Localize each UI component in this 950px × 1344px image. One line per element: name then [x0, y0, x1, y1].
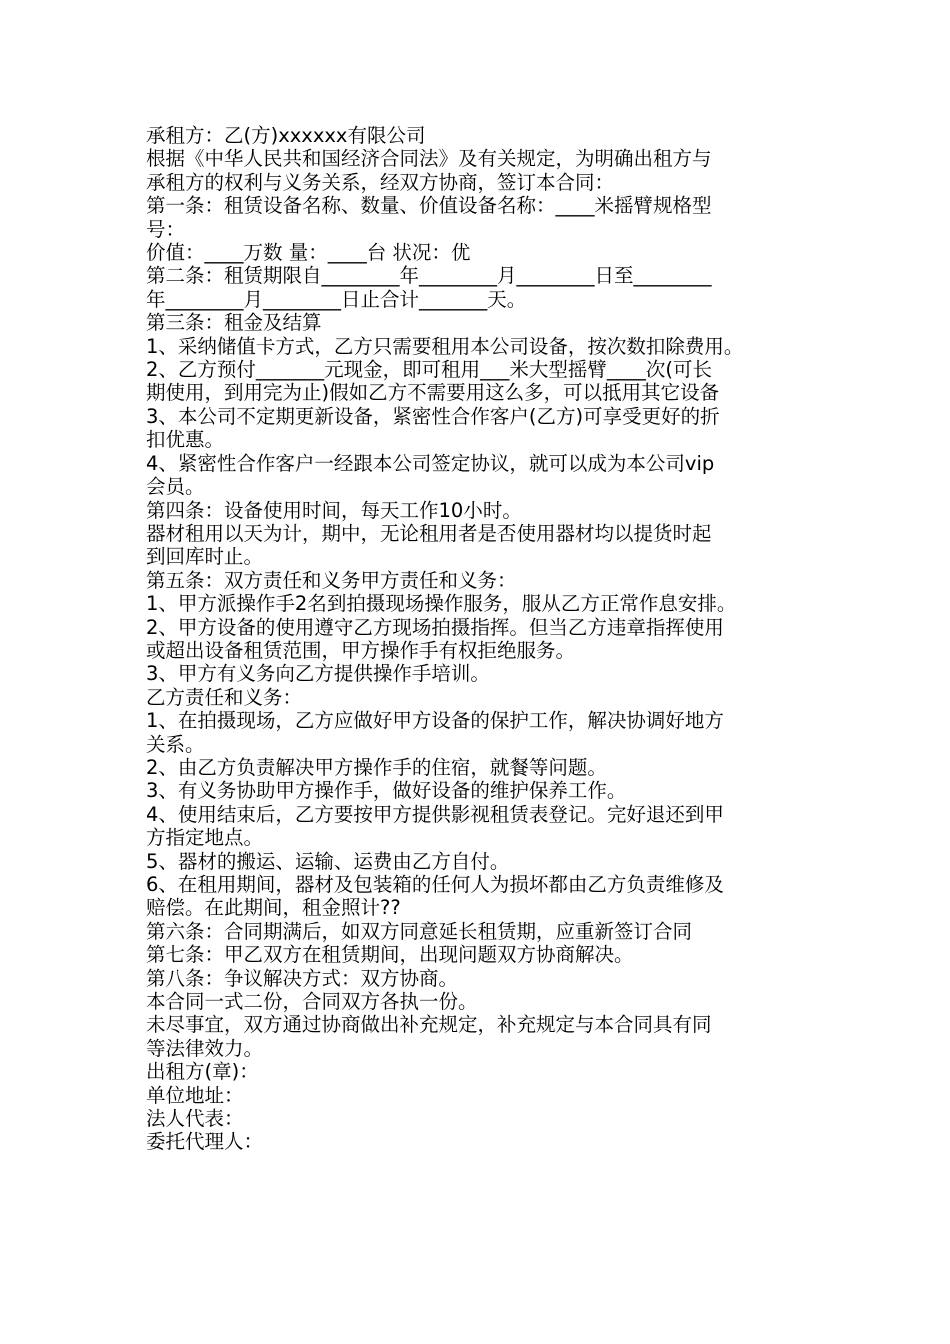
text-line: 乙方责任和义务： [146, 685, 303, 709]
text-line: 赔偿。在此期间，租金照计?? [146, 896, 401, 920]
signature-label-lessor: 出租方(章)： [146, 1060, 259, 1084]
signature-label-address: 单位地址： [146, 1083, 244, 1107]
document-body [146, 124, 810, 1154]
text-line: 3、本公司不定期更新设备，紧密性合作客户(乙方)可享受更好的折 [146, 404, 720, 428]
text-line: 1、甲方派操作手2名到拍摄现场操作服务，服从乙方正常作息安排。 [146, 592, 737, 616]
text-line: 未尽事宜，双方通过协商做出补充规定，补充规定与本合同具有同 [146, 1013, 712, 1037]
text-line: 第七条：甲乙双方在租赁期间，出现问题双方协商解决。 [146, 943, 634, 967]
text-line: 2、由乙方负责解决甲方操作手的住宿，就餐等问题。 [146, 755, 607, 779]
text-line: 第三条：租金及结算 [146, 311, 322, 335]
text-line: 本合同一式二份，合同双方各执一份。 [146, 990, 478, 1014]
text-line: 号： [146, 217, 186, 241]
text-line: 扣优惠。 [146, 428, 225, 452]
text-line: 根据《中华人民共和国经济合同法》及有关规定，为明确出租方与 [146, 147, 712, 171]
text-line: 会员。 [146, 475, 205, 499]
text-line: 第四条：设备使用时间，每天工作10小时。 [146, 498, 522, 522]
text-line: 3、甲方有义务向乙方提供操作手培训。 [146, 662, 490, 686]
text-line: 到回库时止。 [146, 545, 264, 569]
signature-label-agent: 委托代理人： [146, 1130, 264, 1154]
text-line: 5、器材的搬运、运输、运费由乙方自付。 [146, 849, 510, 873]
text-line: 等法律效力。 [146, 1036, 264, 1060]
text-line: 承租方的权利与义务关系，经双方协商，签订本合同： [146, 170, 615, 194]
text-line: 1、在拍摄现场，乙方应做好甲方设备的保护工作，解决协调好地方 [146, 709, 724, 733]
text-line: 第一条：租赁设备名称、数量、价值设备名称：____米摇臂规格型 [146, 194, 712, 218]
text-line: 2、甲方设备的使用遵守乙方现场拍摄指挥。但当乙方违章指挥使用 [146, 615, 724, 639]
text-line: 方指定地点。 [146, 826, 264, 850]
text-line: 6、在租用期间，器材及包装箱的任何人为损坏都由乙方负责维修及 [146, 873, 724, 896]
text-line: 第五条：双方责任和义务甲方责任和义务： [146, 568, 517, 592]
text-line: 第六条：合同期满后，如双方同意延长租赁期，应重新签订合同 [146, 919, 693, 943]
text-line: 4、使用结束后，乙方要按甲方提供影视租赁表登记。完好退还到甲 [146, 802, 724, 826]
text-line: 关系。 [146, 732, 205, 756]
text-line: 4、紧密性合作客户一经跟本公司签定协议，就可以成为本公司vip [146, 451, 715, 475]
text-line: 1、采纳储值卡方式，乙方只需要租用本公司设备，按次数扣除费用。 [146, 334, 744, 358]
text-line: 或超出设备租赁范围，甲方操作手有权拒绝服务。 [146, 638, 576, 662]
text-line: 第八条：争议解决方式：双方协商。 [146, 966, 459, 990]
text-line: 期使用，到用完为止)假如乙方不需要用这么多，可以抵用其它设备 [146, 381, 720, 405]
signature-label-legal-rep: 法人代表： [146, 1107, 244, 1131]
text-line: 器材租用以天为计，期中，无论租用者是否使用器材均以提货时起 [146, 521, 712, 545]
text-line: 2、乙方预付_______元现金，即可租用___米大型摇臂____次(可长 [146, 358, 713, 382]
text-line: 第二条：租赁期限自________年________月________日至________ [146, 264, 712, 288]
text-line: 年________月________日止合计_______天。 [146, 287, 527, 311]
text-line: 3、有义务协助甲方操作手，做好设备的维护保养工作。 [146, 779, 627, 803]
text-line: 承租方：乙(方)xxxxxx有限公司 [146, 124, 426, 147]
text-line: 价值：____万数 量：____台 状况：优 [146, 241, 471, 265]
